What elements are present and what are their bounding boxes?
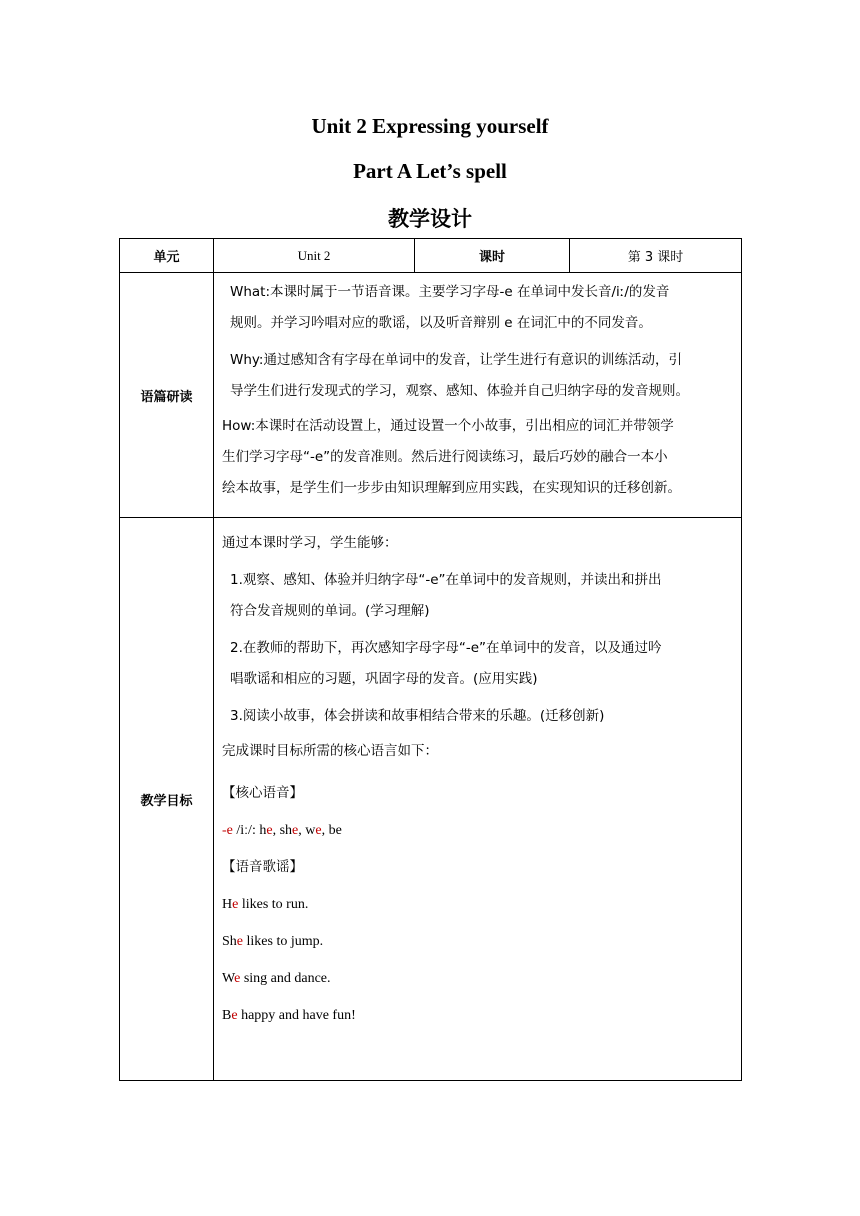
phonics-line: -e /iː/: he, she, we, be	[222, 823, 342, 838]
core-phonics-heading: 【核心语音】	[222, 785, 303, 801]
chant-line: Be happy and have fun!	[222, 1008, 356, 1023]
lesson-label: 课时	[415, 239, 570, 273]
lesson-value: 第 3 课时	[627, 250, 684, 265]
goal-1-line-1: 1.观察、感知、体验并归纳字母“-e”在单词中的发音规则，并读出和拼出	[230, 572, 662, 588]
goals-content	[214, 518, 742, 1081]
goals-label: 教学目标	[120, 518, 214, 1081]
chant-line: She likes to jump.	[222, 934, 324, 949]
lesson-plan-table	[119, 238, 742, 1081]
document-subtitle: Part A Let’s spell	[353, 159, 507, 183]
why-line-1: Why:通过感知含有字母在单词中的发音，让学生进行有意识的训练活动，引	[230, 352, 682, 368]
unit-row	[120, 239, 742, 273]
goal-2-line-2: 唱歌谣和相应的习题，巩固字母的发音。(应用实践)	[230, 671, 538, 687]
how-line-2: 生们学习字母“-e”的发音准则。然后进行阅读练习，最后巧妙的融合一本小	[222, 449, 668, 465]
unit-label: 单元	[120, 239, 214, 273]
document-heading: 教学设计	[388, 207, 472, 231]
goal-3: 3.阅读小故事，体会拼读和故事相结合带来的乐趣。(迁移创新)	[230, 708, 605, 724]
goal-2-line-1: 2.在教师的帮助下，再次感知字母字母“-e”在单词中的发音，以及通过吟	[230, 640, 662, 656]
what-line-1: What:本课时属于一节语音课。主要学习字母-e 在单词中发长音/iː/的发音	[230, 284, 670, 300]
chant-line: He likes to run.	[222, 897, 309, 912]
why-line-2: 导学生们进行发现式的学习，观察、感知、体验并自己归纳字母的发音规则。	[230, 383, 689, 399]
goals-intro: 通过本课时学习，学生能够：	[222, 535, 398, 551]
how-line-3: 绘本故事，是学生们一步步由知识理解到应用实践，在实现知识的迁移创新。	[222, 480, 681, 496]
chant-line: We sing and dance.	[222, 971, 331, 986]
analysis-content	[214, 273, 742, 518]
analysis-label: 语篇研读	[120, 273, 214, 518]
what-line-2: 规则。并学习吟唱对应的歌谣，以及听音辩别 e 在词汇中的不同发音。	[230, 315, 652, 331]
document-title: Unit 2 Expressing yourself	[311, 114, 549, 138]
analysis-row	[120, 273, 742, 518]
core-language-intro: 完成课时目标所需的核心语言如下：	[222, 743, 438, 759]
goals-row	[120, 518, 742, 1081]
unit-value: Unit 2	[214, 239, 415, 273]
goal-1-line-2: 符合发音规则的单词。(学习理解)	[230, 603, 430, 619]
chant-heading: 【语音歌谣】	[222, 859, 303, 875]
how-line-1: How:本课时在活动设置上，通过设置一个小故事，引出相应的词汇并带领学	[222, 418, 674, 434]
